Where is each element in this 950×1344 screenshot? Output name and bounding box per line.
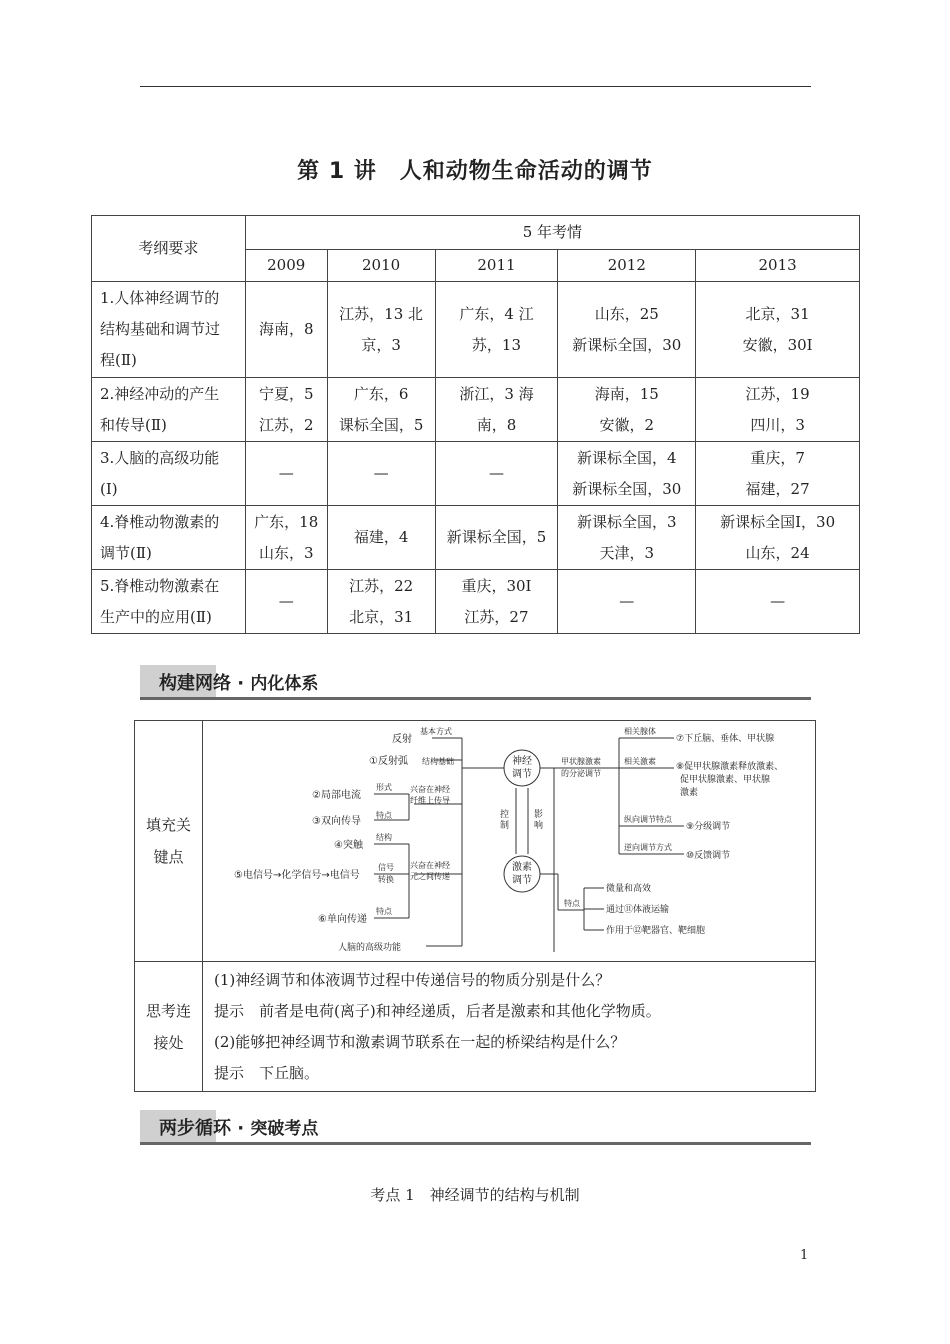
question-1: (1)神经调节和体液调节过程中传递信号的物质分别是什么？ bbox=[214, 970, 611, 989]
fill-label: 填充关 键点 bbox=[135, 721, 203, 962]
year-header: 2012 bbox=[558, 250, 696, 282]
svg-text:⑧促甲状腺激素释放激素、: ⑧促甲状腺激素释放激素、 bbox=[676, 762, 784, 772]
svg-text:促甲状腺激素、甲状腺: 促甲状腺激素、甲状腺 bbox=[680, 775, 771, 785]
svg-text:调节: 调节 bbox=[512, 875, 532, 886]
svg-text:特点: 特点 bbox=[376, 907, 392, 916]
kaodian-heading: 考点 1 神经调节的结构与机制 bbox=[370, 1186, 580, 1204]
year-header: 2013 bbox=[696, 250, 860, 282]
req-cell: 2.神经冲动的产生 和传导(Ⅱ) bbox=[92, 378, 246, 442]
svg-text:调节: 调节 bbox=[512, 769, 532, 780]
svg-text:神经: 神经 bbox=[512, 756, 532, 767]
svg-text:甲状腺激素: 甲状腺激素 bbox=[561, 757, 601, 766]
exam-cell: — bbox=[245, 442, 327, 506]
svg-text:④突触: ④突触 bbox=[334, 840, 363, 851]
svg-text:激素: 激素 bbox=[680, 788, 699, 798]
exam-cell: — bbox=[558, 570, 696, 634]
exam-cell: — bbox=[245, 570, 327, 634]
exam-cell: 海南，15 安徽，2 bbox=[558, 378, 696, 442]
span-header: 5 年考情 bbox=[245, 216, 859, 250]
svg-text:特点: 特点 bbox=[376, 811, 392, 820]
svg-text:⑦下丘脑、垂体、甲状腺: ⑦下丘脑、垂体、甲状腺 bbox=[676, 734, 775, 744]
req-cell: 4.脊椎动物激素的 调节(Ⅱ) bbox=[92, 506, 246, 570]
table-row bbox=[92, 570, 860, 634]
svg-text:①反射弧: ①反射弧 bbox=[369, 756, 408, 767]
svg-text:形式: 形式 bbox=[376, 783, 392, 792]
section-header-cycle: 两步循环 · 突破考点 bbox=[140, 1110, 811, 1144]
page-number: 1 bbox=[800, 1248, 809, 1263]
svg-text:结构: 结构 bbox=[376, 833, 392, 842]
think-content bbox=[203, 962, 816, 1092]
svg-text:兴奋在神经: 兴奋在神经 bbox=[410, 861, 450, 870]
svg-text:元之间传递: 元之间传递 bbox=[410, 872, 450, 881]
exam-cell: 浙江，3 海 南，8 bbox=[435, 378, 558, 442]
table-row bbox=[92, 506, 860, 570]
svg-text:人脑的高级功能: 人脑的高级功能 bbox=[338, 943, 402, 953]
exam-cell: 山东，25 新课标全国，30 bbox=[558, 282, 696, 378]
svg-text:相关腺体: 相关腺体 bbox=[624, 727, 656, 736]
svg-text:⑥单向传递: ⑥单向传递 bbox=[318, 914, 367, 925]
exam-cell: — bbox=[327, 442, 435, 506]
exam-cell: 新课标全国，3 天津，3 bbox=[558, 506, 696, 570]
svg-text:反射: 反射 bbox=[392, 734, 412, 745]
exam-cell: 福建，4 bbox=[327, 506, 435, 570]
exam-cell: 海南，8 bbox=[245, 282, 327, 378]
table-row bbox=[92, 442, 860, 506]
exam-cell: — bbox=[435, 442, 558, 506]
svg-text:兴奋在神经: 兴奋在神经 bbox=[410, 785, 450, 794]
svg-text:微量和高效: 微量和高效 bbox=[606, 884, 652, 894]
req-cell: 3.人脑的高级功能 (Ⅰ) bbox=[92, 442, 246, 506]
table-row bbox=[92, 378, 860, 442]
svg-text:⑩反馈调节: ⑩反馈调节 bbox=[686, 851, 731, 861]
year-header: 2010 bbox=[327, 250, 435, 282]
section-subtitle: 内化体系 bbox=[250, 674, 319, 694]
svg-text:⑨分级调节: ⑨分级调节 bbox=[686, 822, 731, 832]
req-cell: 1.人体神经调节的 结构基础和调节过 程(Ⅱ) bbox=[92, 282, 246, 378]
exam-cell: 新课标全国Ⅰ，30 山东，24 bbox=[696, 506, 860, 570]
exam-cell: 新课标全国，4 新课标全国，30 bbox=[558, 442, 696, 506]
exam-table bbox=[91, 215, 860, 634]
req-cell: 5.脊椎动物激素在 生产中的应用(Ⅱ) bbox=[92, 570, 246, 634]
exam-cell: 广东，6 课标全国，5 bbox=[327, 378, 435, 442]
svg-text:纤维上传导: 纤维上传导 bbox=[410, 796, 450, 805]
concept-map-svg bbox=[204, 722, 814, 956]
exam-cell: 新课标全国，5 bbox=[435, 506, 558, 570]
header-rule bbox=[140, 86, 811, 87]
section-header-network: 构建网络 · 内化体系 bbox=[140, 665, 811, 699]
year-header: 2011 bbox=[435, 250, 558, 282]
question-2: (2)能够把神经调节和激素调节联系在一起的桥梁结构是什么？ bbox=[214, 1032, 626, 1051]
svg-text:转换: 转换 bbox=[378, 875, 394, 884]
svg-text:信号: 信号 bbox=[378, 863, 394, 872]
network-table bbox=[134, 720, 816, 1092]
svg-text:影: 影 bbox=[534, 810, 544, 820]
section-subtitle: 突破考点 bbox=[250, 1119, 319, 1139]
answer-1: 提示 前者是电荷(离子)和神经递质，后者是激素和其他化学物质。 bbox=[214, 1001, 661, 1020]
svg-text:⑤电信号→化学信号→电信号: ⑤电信号→化学信号→电信号 bbox=[234, 870, 360, 881]
svg-text:基本方式: 基本方式 bbox=[420, 727, 452, 736]
svg-text:制: 制 bbox=[500, 821, 510, 831]
section-title: 两步循环 bbox=[159, 1118, 231, 1139]
exam-cell: 广东，18 山东，3 bbox=[245, 506, 327, 570]
exam-cell: 重庆，30Ⅰ 江苏，27 bbox=[435, 570, 558, 634]
svg-text:激素: 激素 bbox=[512, 862, 532, 873]
svg-text:的分泌调节: 的分泌调节 bbox=[561, 769, 601, 778]
svg-text:②局部电流: ②局部电流 bbox=[312, 790, 361, 801]
exam-cell: 广东，4 江 苏，13 bbox=[435, 282, 558, 378]
exam-cell: 宁夏，5 江苏，2 bbox=[245, 378, 327, 442]
svg-text:逆向调节方式: 逆向调节方式 bbox=[624, 843, 672, 852]
page-title: 第 1 讲 人和动物生命活动的调节 bbox=[297, 159, 653, 184]
svg-text:响: 响 bbox=[534, 821, 544, 831]
table-row bbox=[92, 282, 860, 378]
svg-text:结构基础: 结构基础 bbox=[422, 757, 454, 766]
exam-cell: 江苏，22 北京，31 bbox=[327, 570, 435, 634]
svg-text:③双向传导: ③双向传导 bbox=[312, 816, 361, 827]
svg-text:特点: 特点 bbox=[564, 899, 580, 908]
svg-text:控: 控 bbox=[500, 810, 510, 820]
svg-text:纵向调节特点: 纵向调节特点 bbox=[624, 815, 672, 824]
svg-text:作用于⑫靶器官、靶细胞: 作用于⑫靶器官、靶细胞 bbox=[606, 926, 706, 936]
req-header: 考纲要求 bbox=[92, 216, 246, 282]
exam-cell: 江苏，19 四川，3 bbox=[696, 378, 860, 442]
year-header: 2009 bbox=[245, 250, 327, 282]
svg-text:通过⑪体液运输: 通过⑪体液运输 bbox=[606, 905, 670, 915]
exam-cell: 重庆，7 福建，27 bbox=[696, 442, 860, 506]
svg-text:相关激素: 相关激素 bbox=[624, 757, 656, 766]
think-label: 思考连 接处 bbox=[135, 962, 203, 1092]
exam-cell: 江苏，13 北 京，3 bbox=[327, 282, 435, 378]
exam-cell: — bbox=[696, 570, 860, 634]
section-title: 构建网络 bbox=[159, 673, 231, 694]
answer-2: 提示 下丘脑。 bbox=[214, 1063, 320, 1082]
concept-map bbox=[203, 721, 816, 962]
exam-cell: 北京，31 安徽，30Ⅰ bbox=[696, 282, 860, 378]
